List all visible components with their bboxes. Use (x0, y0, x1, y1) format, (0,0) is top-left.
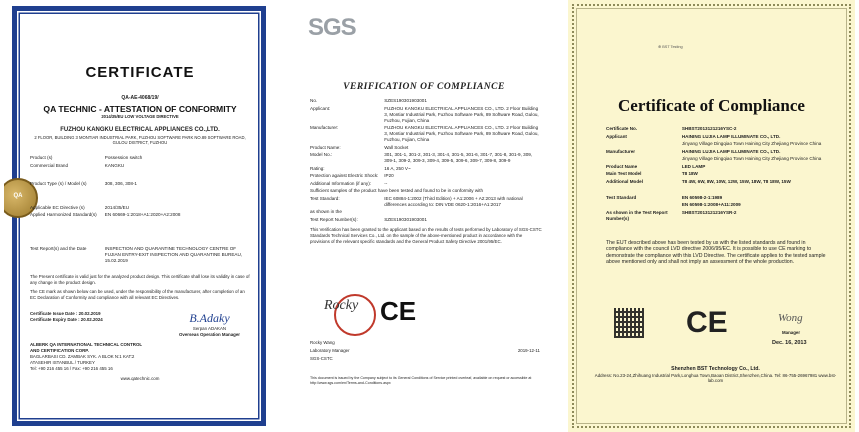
field-row: Applicable EC Directive (s) 2014/35/EU (30, 204, 130, 210)
ce-mark: CE (380, 296, 417, 326)
signature-icon: Rocky (324, 298, 359, 313)
bst-logo: ⊕ BST Testing (658, 45, 683, 49)
ce-note: The CE mark as shown below can be used, under the responsibility of the manufacturer, after completion of an EC Declaration of Conformity and compliance with all relevant EC Directives. (30, 289, 245, 300)
directive-line: 2014/35/EU LOW VOLTAGE DIRECTIVE (101, 114, 179, 119)
field-row: Test Report Number(s): SZES190301903001 (310, 216, 427, 222)
field-row: EN 60598-1:2008+A11:2009 (681, 202, 741, 207)
bst-certificate (568, 0, 855, 432)
field-row: Sufficient samples of the product have been tested and found to be in conformity with (310, 188, 484, 193)
field-row: Jinyang Village Dingqiao Town Haining City Zhejiang Province China (681, 156, 822, 161)
field-row: No. SZES190301903001 (310, 98, 427, 103)
field-row: Protection against Electric Shock: IP20 (310, 173, 394, 178)
field-row: Applicant: FUZHOU KANGKU ELECTRICAL APPLIANCES CO., LTD. 2 Floor Building 3, Montiar Industrial Park, Fuzhou Software Park, 89 Software Road, Gulou, Fuzhou, Fujian, China (310, 105, 539, 123)
website: www.qatechnic.com (120, 376, 160, 381)
field-row: Additional Information (if any): -- (310, 180, 388, 186)
field-row: Commercial Brand KANGKU (30, 162, 125, 168)
certificate-title: Certificate of Compliance (618, 96, 805, 115)
field-row: Product Name LED LAMP (606, 163, 706, 169)
field-row: Applied Harmonized Standard(s) EN 60669-1:2018+A1:2020+A2:2008 (30, 212, 181, 217)
verification-statement: This Verification has been granted to the applicant based on the results of tests performed by Laboratory of SGS-CSTC Standards Technical Services Co., Ltd. on the sample of the above-mentioned product in accordance with the provisions of the relevant specific standards and the General Product Safety Directive 2001/95/EC. (310, 226, 542, 244)
field-row: Test Standard EN 60598-2-1:1989 (606, 194, 723, 200)
qa-seal-icon: QA (4, 178, 38, 218)
field-row: As shown in the Test Report Number(s) SHBST2013121216YSR-2 (606, 209, 737, 221)
issue-date: 2019-12-11 (517, 348, 540, 353)
signature-icon: B.Adaky (189, 311, 230, 325)
compliance-statement: The EUT described above has been tested by us with the listed standards and found in compliance with the council LVD directive 2006/95/EC. It is possible to use CE marking to demonstrate the compliance with this LVD Directive. The certificate applies to the tested sample above mentioned only and shall not imply an assessment of the whole production. (606, 240, 826, 266)
company-address: 2 FLOOR, BUILDING 3 MONTIAR INDUSTRIAL PARK, FUZHOU SOFTWARE PARK NO.89 SOFTWARE ROAD, GULOU DISTRICT, FUZHOU (34, 135, 246, 145)
signer-title: Laboratory Manager (310, 348, 350, 353)
field-row: Product (s) Possession switch (30, 155, 143, 160)
verification-title: VERIFICATION OF COMPLIANCE (343, 82, 505, 92)
field-row: Product Name: Wall Socket (310, 144, 409, 150)
field-row: Applicant HAINING LUJIA LAMP ILLUMINATE CO., LTD. (606, 133, 781, 139)
validity-note: The Present certificate is valid just for the analyzed product design. This certificate shall lose its validity in case of any change in the product design. (30, 274, 250, 285)
field-row: Manufacturer HAINING LUJIA LAMP ILLUMINATE CO., LTD. (606, 148, 781, 154)
field-row: as shown in the (310, 209, 342, 214)
issuing-organization: ALBERK QA INTERNATIONAL TECHNICAL CONTROL AND CERTIFICATION CORP. (30, 342, 142, 353)
issue-date: Dec. 16, 2013 (772, 340, 807, 346)
field-row: Model No.: 301, 301-1, 301-2, 301-3, 301-4, 301-5, 301-6, 301-7, 301-8, 301-9, 309, 309-1, 309-2, 309-3, 309-4, 309-5, 309-6, 309-7, 309-8, 309-9 (310, 152, 533, 163)
issuing-organization: Shenzhen BST Technology Co., Ltd. (671, 366, 760, 372)
field-row: Jinyang Village Dingqiao Town Haining City Zhejiang Province China (681, 141, 822, 146)
field-row: Test Report(s) and the Date INSPECTION AND QUARANTINE TECHNOLOGY CENTRE OF FUJIAN ENTRY-EXIT INSPECTION AND QUARANTINE BUREAU, 15.02.2019 (30, 246, 243, 263)
signer-name: Serpan ADAKAN (192, 326, 227, 331)
issue-date-row: Certificate Issue Date : 20.02.2019 (30, 311, 101, 316)
certificate-title: CERTIFICATE (85, 64, 195, 81)
signature-icon: Wong (778, 312, 803, 324)
certificate-number: QA-AE-4068/19/ (121, 95, 159, 101)
organization-address: BAGLARBASI CD. ZAMBAK SYK. A BLOK N:1 KAT:2 ATASEHIR ISTANBUL / TURKEY (30, 354, 135, 365)
issuing-organization: SGS-CSTC (310, 356, 333, 361)
ce-mark: CE (686, 306, 728, 339)
company-name: FUZHOU KANGKU ELECTRICAL APPLIANCES CO.,LTD. (60, 127, 220, 133)
field-row: Manufacturer: FUZHOU KANGKU ELECTRICAL APPLIANCES CO., LTD. 2 Floor Building 3, Montiar Industrial Park, Fuzhou Software Park, 89 Software Road, Gulou, Fuzhou, Fujian, China (310, 125, 539, 142)
field-row: Product Type (s) / Model (s) 308, 306, 308-1 (30, 180, 137, 186)
qr-code-icon (614, 308, 644, 338)
signer-title: Overseas Operation Manager (178, 332, 240, 337)
organization-phone: Tel: +90 216 455 16 / Fax: +90 216 455 16 (30, 366, 113, 371)
signer-name: Rocky Wang (310, 340, 335, 345)
field-row: Certificate No. SHBST2013121216YSC-2 (606, 126, 737, 131)
organization-address: Address: No.23-24,Zhihuang Industrial Park,Longhua Town,Baoan District,Shenzhen,China. Tel: 86-755-26967981 www.bst-lab.com (594, 372, 837, 383)
signer-title: Manager (782, 330, 801, 335)
field-row: Additional Model T8 4W, 6W, 8W, 10W, 12W, 15W, 18W, T8 18W, 15W (606, 178, 791, 184)
field-row: Main Test Model T8 18W (606, 171, 698, 176)
qa-technic-certificate (4, 0, 272, 432)
sgs-logo: SGS (308, 14, 356, 41)
field-row: Test Standard: IEC 60884-1:2002 (Third Edition) + A1:2006 + A2:2013 with national differences according to: DIN VDE 0620-1:2016+A1:2017 (310, 195, 523, 207)
field-row: Rating: 16 A, 250 V~ (310, 165, 411, 171)
footer-terms: This document is issued by the Company subject to its General Conditions of Service printed overleaf, available on request or accessible at http://www.sgs.com/en/Terms-and-Conditions.aspx (310, 376, 532, 385)
sgs-verification (288, 0, 560, 432)
certificate-subtitle: QA TECHNIC - ATTESTATION OF CONFORMITY (43, 104, 237, 114)
expiry-date-row: Certificate Expiry Date : 20.02.2024 (30, 317, 103, 322)
